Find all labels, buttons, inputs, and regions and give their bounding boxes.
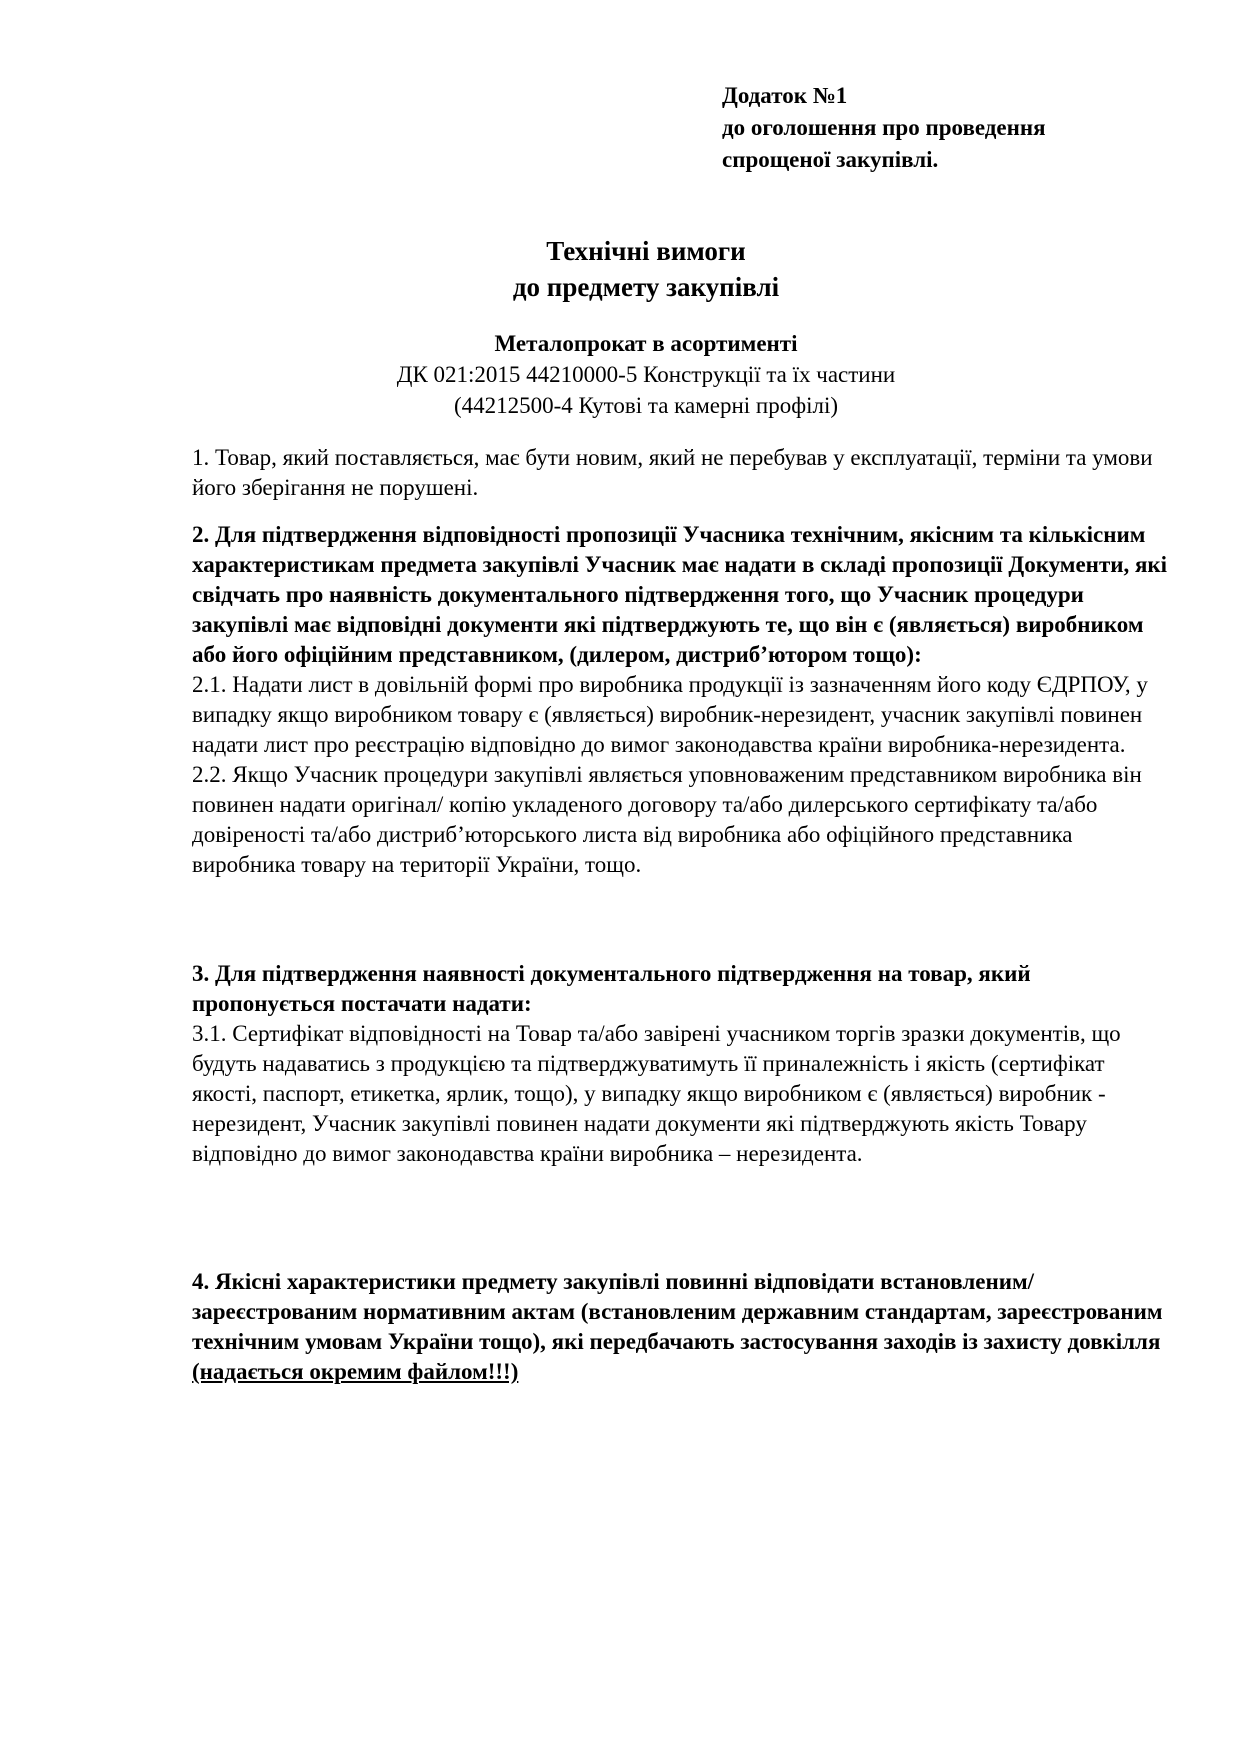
section-3 (192, 959, 1174, 1169)
section-4-note: (надається окремим файлом!!!) (192, 1359, 519, 1384)
annex-number: Додаток №1 (722, 83, 848, 108)
annex-header (722, 80, 1046, 176)
section-4-paragraph (192, 1267, 1174, 1387)
annex-line-2: до оголошення про проведення (722, 115, 1046, 140)
section-1-text: 1. Товар, який поставляється, має бути новим, який не перебував у експлуатації, терміни та умови його зберігання не порушені. (192, 445, 1153, 500)
section-2-item-2: 2.2. Якщо Учасник процедури закупівлі являється уповноваженим представником виробника він повинен надати оригінал/ копію укладеного договору та/або дилерського сертифікату та/або довіреності та/або дистриб’юторського листа від виробника або офіційного представника виробника товару на території України, тощо. (192, 762, 1142, 877)
section-4 (192, 1267, 1174, 1387)
section-2-item-1: 2.1. Надати лист в довільній формі про виробника продукції із зазначенням його коду ЄДРПОУ, у випадку якщо виробником товару є (являється) виробник-нерезидент, учасник закупівлі повинен надати лист про реєстрацію відповідно до вимог законодавства країни виробника-нерезидента. (192, 672, 1148, 757)
title-line-1: Технічні вимоги (546, 236, 746, 266)
section-1 (192, 443, 1174, 503)
annex-line-3: спрощеної закупівлі. (722, 147, 939, 172)
document-title (0, 233, 1241, 305)
subject-code: ДК 021:2015 44210000-5 Конструкції та їх частини (396, 362, 896, 387)
section-3-item-1: 3.1. Сертифікат відповідності на Товар та/або завірені учасником торгів зразки документів, що будуть надаватись з продукцією та підтверджуватимуть її приналежність і якість (сертифікат якості, паспорт, етикетка, ярлик, тощо), у випадку якщо виробником є (являється) виробник - нерезидент, Учасник закупівлі повинен надати документи які підтверджують якість Товару відповідно до вимог законодавства країни виробника – нерезидента. (192, 1021, 1121, 1166)
title-line-2: до предмету закупівлі (512, 272, 780, 302)
section-2 (192, 520, 1174, 880)
section-3-heading: 3. Для підтвердження наявності документального підтвердження на товар, який пропонується постачати надати: (192, 961, 1031, 1016)
subject-subcode: (44212500-4 Кутові та камерні профілі) (453, 393, 839, 418)
section-2-heading: 2. Для підтвердження відповідності пропозиції Учасника технічним, якісним та кількісним характеристикам предмета закупівлі Учасник має надати в складі пропозиції Документи, які свідчать про наявність документального підтвердження того, що Учасник процедури закупівлі має відповідні документи які підтверджують те, що він є (являється) виробником або його офіційним представником, (дилером, дистриб’ютором тощо): (192, 522, 1168, 667)
subject-name: Металопрокат в асортименті (494, 331, 798, 356)
procurement-subject (0, 328, 1241, 421)
section-4-text: 4. Якісні характеристики предмету закупівлі повинні відповідати встановленим/зареєстрованим нормативним актам (встановленим державним стандартам, зареєстрованим технічним умовам України тощо), які передбачають застосування заходів із захисту довкілля (192, 1269, 1163, 1354)
